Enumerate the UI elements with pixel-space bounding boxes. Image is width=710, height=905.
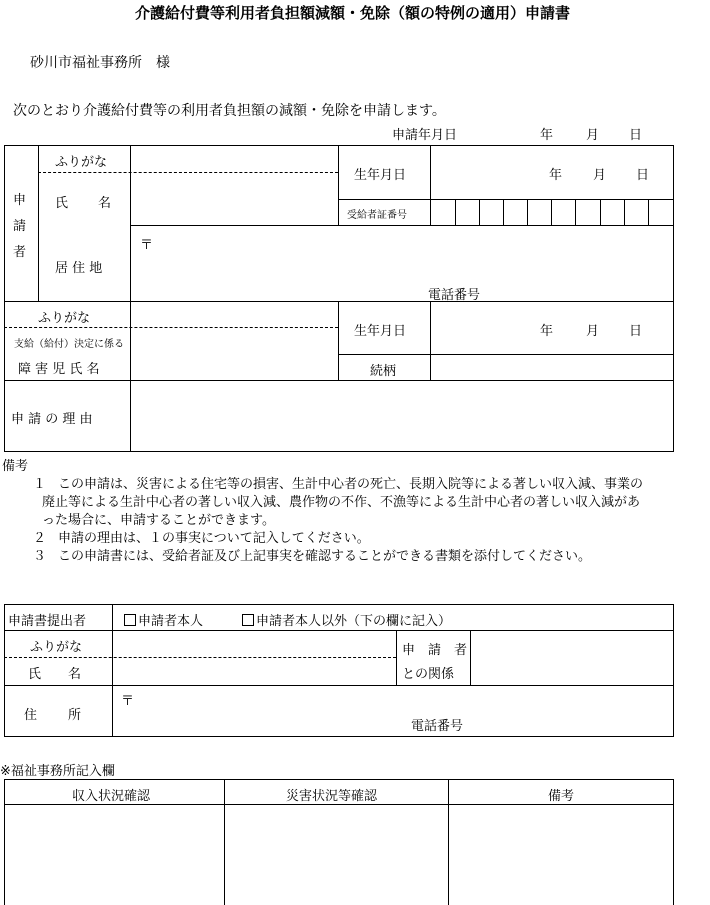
addressee: 砂川市福祉事務所 様	[30, 55, 170, 71]
applicant-address-input[interactable]	[160, 232, 664, 274]
submitter-label: 申請書提出者	[8, 614, 87, 629]
submitter-address-input[interactable]	[140, 689, 664, 715]
child-birth-month: 月	[586, 324, 600, 339]
child-name-label: 障 害 児 氏 名	[18, 362, 100, 377]
submitter-furigana-input[interactable]	[116, 633, 396, 655]
submitter-name-label-2: 名	[68, 667, 82, 682]
submitter-relation-input[interactable]	[474, 636, 672, 682]
page-title: 介護給付費等利用者負担額減額・免除（額の特例の適用）申請書	[135, 4, 571, 22]
child-relation-input[interactable]	[433, 357, 673, 379]
application-date-day: 日	[629, 128, 643, 143]
application-date-label: 申請年月日	[392, 128, 458, 143]
applicant-phone-label: 電話番号	[428, 288, 481, 303]
application-date-month: 月	[586, 128, 600, 143]
note-1-line-1: この申請は、災害による住宅等の損害、生計中心者の死亡、長期入院等による著しい収入減、事業の	[58, 477, 644, 492]
submitter-furigana-label: ふりがな	[30, 640, 83, 655]
checkbox-self[interactable]	[124, 614, 136, 626]
child-furigana-label: ふりがな	[38, 311, 91, 326]
applicant-group-label-3: 者	[13, 245, 27, 260]
child-name-input[interactable]	[133, 332, 337, 378]
note-1-line-2: 廃止等による生計中心者の著しい収入減、農作物の不作、不漁等による生計中心者の著しい収入減があ	[42, 495, 641, 510]
notes-heading: 備考	[2, 459, 29, 474]
applicant-name-label-2: 名	[98, 196, 112, 211]
applicant-name-input[interactable]	[133, 178, 337, 220]
child-furigana-input[interactable]	[133, 304, 337, 326]
child-decision-label: 支給（給付）決定に係る	[14, 339, 124, 350]
intro-text: 次のとおり介護給付費等の利用者負担額の減額・免除を申請します。	[13, 103, 446, 119]
submitter-postal-mark: 〒	[121, 694, 135, 709]
office-col-income: 収入状況確認	[72, 789, 151, 804]
applicant-furigana-input[interactable]	[133, 148, 337, 170]
child-birth-year: 年	[540, 324, 554, 339]
applicant-birth-month: 月	[593, 168, 607, 183]
office-col-remarks: 備考	[548, 789, 575, 804]
note-2-number: ２	[33, 531, 47, 546]
applicant-birth-year: 年	[549, 168, 563, 183]
reason-input[interactable]	[134, 384, 672, 450]
child-relation-label: 続柄	[370, 364, 397, 379]
submitter-relation-label-1: 申 請 者	[402, 643, 468, 658]
applicant-furigana-label: ふりがな	[55, 155, 108, 170]
applicant-postal-mark: 〒	[140, 238, 154, 253]
reason-label: 申 請 の 理 由	[11, 412, 93, 427]
submitter-name-input[interactable]	[116, 660, 396, 684]
applicant-name-label-1: 氏	[55, 196, 69, 211]
checkbox-other[interactable]	[242, 614, 254, 626]
submitter-relation-label-2: との関係	[402, 667, 455, 682]
applicant-group-label-2: 請	[13, 219, 27, 234]
child-birth-day: 日	[629, 324, 643, 339]
note-3-text: この申請書には、受給者証及び上記事実を確認することができる書類を添付してください。	[58, 549, 592, 564]
note-1-line-3: った場合に、申請することができます。	[42, 513, 275, 528]
submitter-other-option[interactable]: 申請者本人以外（下の欄に記入）	[242, 610, 451, 629]
submitter-name-label-1: 氏	[28, 667, 42, 682]
applicant-group-label-1: 申	[13, 193, 27, 208]
child-birth-label: 生年月日	[354, 324, 407, 339]
submitter-phone-label: 電話番号	[411, 719, 464, 734]
submitter-address-label-2: 所	[68, 708, 82, 723]
submitter-address-label-1: 住	[24, 708, 38, 723]
office-col-disaster: 災害状況等確認	[286, 789, 378, 804]
applicant-address-label: 居 住 地	[55, 261, 103, 276]
recipient-cert-label: 受給者証番号	[347, 210, 407, 221]
note-1-number: １	[33, 477, 47, 492]
office-heading: ※福祉事務所記入欄	[0, 764, 115, 779]
application-date-year: 年	[540, 128, 554, 143]
note-3-number: ３	[33, 549, 47, 564]
note-2-text: 申請の理由は、１の事実について記入してください。	[58, 531, 370, 546]
applicant-birth-label: 生年月日	[354, 168, 407, 183]
applicant-birth-day: 日	[636, 168, 650, 183]
submitter-self-option[interactable]: 申請者本人	[124, 610, 203, 629]
